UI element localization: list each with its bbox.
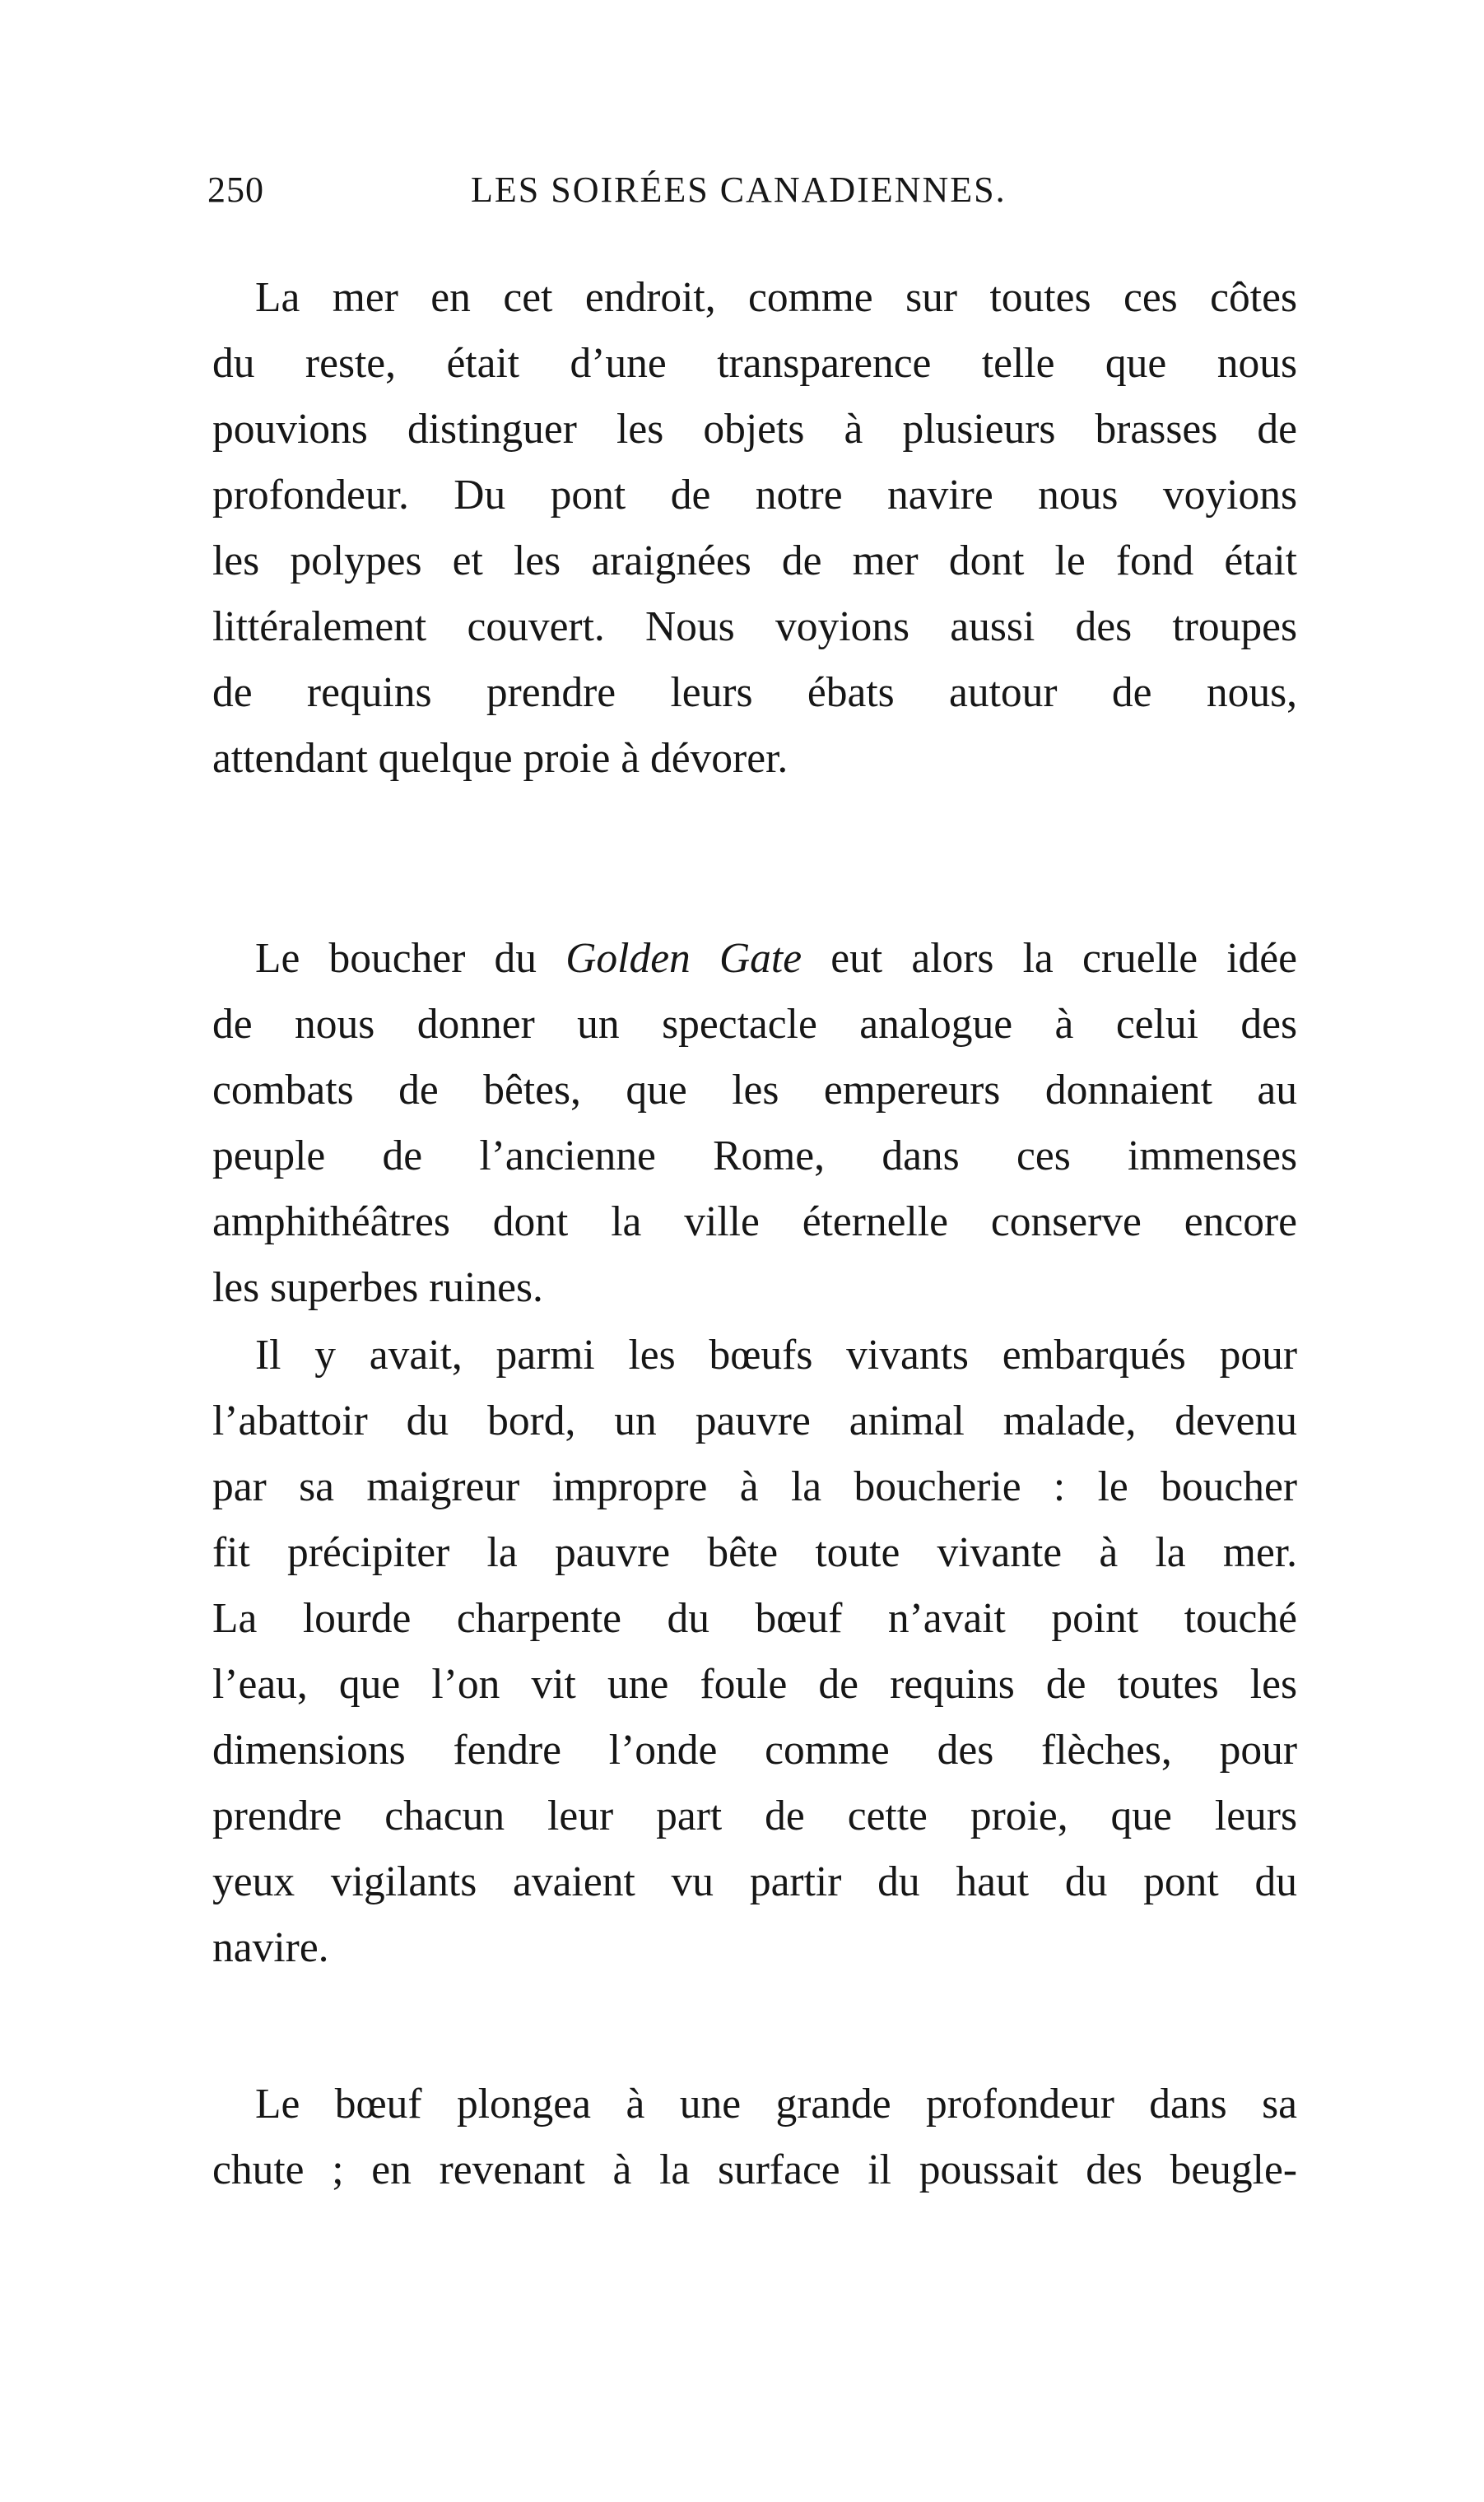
text-line: fit précipiter la pauvre bête toute vivante à la mer. xyxy=(212,1529,1297,1576)
text-line: Il y avait, parmi les bœufs vivants embarqués pour xyxy=(255,1332,1297,1379)
text-line: amphithéâtres dont la ville éternelle conserve encore xyxy=(212,1198,1297,1245)
text-line: Le bœuf plongea à une grande profondeur dans sa xyxy=(255,2081,1297,2128)
text-segment: eut alors la cruelle idée xyxy=(802,935,1298,982)
text-line: de nous donner un spectacle analogue à celui des xyxy=(212,1001,1297,1048)
text-line: prendre chacun leur part de cette proie, que leurs xyxy=(212,1793,1297,1839)
text-line: attendant quelque proie à dévorer. xyxy=(212,735,789,782)
paragraph-4 xyxy=(212,2072,1297,2203)
text-line: dimensions fendre l’onde comme des flèches, pour xyxy=(212,1727,1297,1774)
text-line: littéralement couvert. Nous voyions aussi des troupes xyxy=(212,603,1297,650)
text-line xyxy=(212,926,1297,992)
text-line: par sa maigreur impropre à la boucherie : le boucher xyxy=(212,1463,1297,1510)
text-line: l’abattoir du bord, un pauvre animal malade, devenu xyxy=(212,1397,1297,1444)
ship-name: Golden Gate xyxy=(565,935,802,982)
text-line: du reste, était d’une transparence telle que nous xyxy=(212,340,1297,387)
text-line: peuple de l’ancienne Rome, dans ces immenses xyxy=(212,1132,1297,1179)
text-line: navire. xyxy=(212,1924,329,1971)
running-title: LES SOIRÉES CANADIENNES. xyxy=(471,170,1007,210)
text-line: pouvions distinguer les objets à plusieurs brasses de xyxy=(212,406,1297,453)
text-line: l’eau, que l’on vit une foule de requins de toutes les xyxy=(212,1661,1297,1708)
text-line: combats de bêtes, que les empereurs donnaient au xyxy=(212,1067,1297,1114)
text-line: yeux vigilants avaient vu partir du haut du pont du xyxy=(212,1858,1297,1905)
text-line: chute ; en revenant à la surface il poussait des beugle- xyxy=(212,2146,1297,2193)
text-line: les superbes ruines. xyxy=(212,1264,543,1311)
paragraph-1 xyxy=(212,265,1297,792)
text-line: La mer en cet endroit, comme sur toutes ces côtes xyxy=(255,274,1297,321)
text-line: La lourde charpente du bœuf n’avait point touché xyxy=(212,1595,1297,1642)
running-head xyxy=(207,169,1310,218)
paragraph-3 xyxy=(212,1323,1297,1981)
paragraph-2 xyxy=(212,926,1297,1321)
text-segment: Le boucher du xyxy=(255,935,566,982)
text-line: de requins prendre leurs ébats autour de nous, xyxy=(212,669,1297,716)
text-line: profondeur. Du pont de notre navire nous voyions xyxy=(212,472,1297,519)
text-line: les polypes et les araignées de mer dont le fond était xyxy=(212,537,1297,584)
page-number: 250 xyxy=(207,170,264,210)
